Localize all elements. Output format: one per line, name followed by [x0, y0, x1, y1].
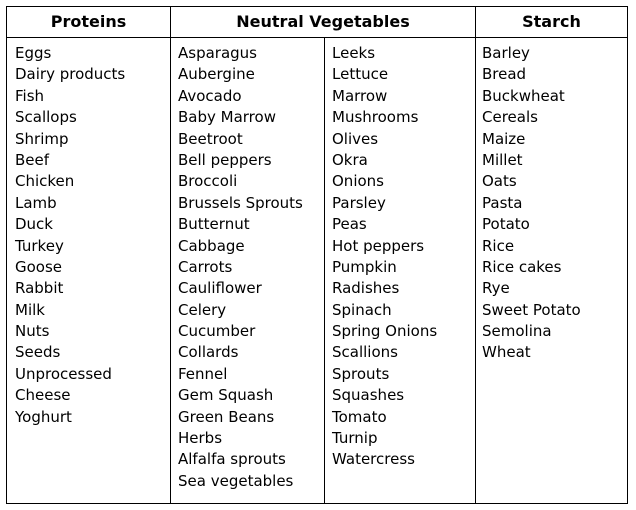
vegetable-item: Aubergine — [178, 65, 255, 84]
vegetable-item: Beetroot — [178, 129, 243, 148]
vegetable-item: Squashes — [332, 386, 405, 405]
starch-item: Millet — [482, 150, 523, 169]
header-row — [7, 7, 627, 38]
neutral-vegetables-list-1 — [178, 43, 303, 492]
vegetable-item: Tomato — [332, 407, 387, 426]
protein-item: Dairy products — [15, 65, 126, 84]
vegetable-item: Gem Squash — [178, 386, 274, 405]
protein-item: Turkey — [15, 236, 64, 255]
vegetable-item: Celery — [178, 300, 227, 319]
starch-item: Buckwheat — [482, 86, 565, 105]
protein-item: Rabbit — [15, 279, 64, 298]
header-proteins: Proteins — [50, 12, 127, 31]
vegetable-item: Broccoli — [178, 172, 238, 191]
protein-item: Eggs — [15, 44, 52, 62]
starch-item: Maize — [482, 129, 526, 148]
vegetable-item: Hot peppers — [332, 236, 425, 255]
vegetable-item: Watercress — [332, 450, 415, 469]
vegetable-item: Lettuce — [332, 65, 389, 84]
vegetable-item: Carrots — [178, 257, 233, 276]
vegetable-item: Asparagus — [178, 44, 257, 62]
vegetable-item: Butternut — [178, 215, 250, 234]
starch-item: Oats — [482, 172, 517, 191]
vegetable-item: Onions — [332, 172, 384, 191]
vegetable-item: Sprouts — [332, 364, 390, 383]
protein-item: Cheese — [15, 386, 71, 405]
vegetable-item: Mushrooms — [332, 108, 419, 127]
vegetable-item: Brussels Sprouts — [178, 193, 303, 212]
vegetable-item: Green Beans — [178, 407, 275, 426]
protein-item: Shrimp — [15, 129, 69, 148]
column-divider — [475, 7, 476, 503]
protein-item: Chicken — [15, 172, 75, 191]
protein-item: Scallops — [15, 108, 77, 127]
starch-item: Semolina — [482, 322, 552, 341]
vegetable-item: Alfalfa sprouts — [178, 450, 286, 469]
protein-item: Lamb — [15, 193, 57, 212]
protein-item: Fish — [15, 86, 45, 105]
starch-item: Rye — [482, 279, 510, 298]
starch-item: Rice — [482, 236, 515, 255]
protein-item: Unprocessed — [15, 364, 112, 383]
starch-item: Rice cakes — [482, 257, 562, 276]
protein-item: Duck — [15, 215, 53, 234]
vegetable-item: Cauliflower — [178, 279, 262, 298]
protein-item: Goose — [15, 257, 63, 276]
starch-item: Sweet Potato — [482, 300, 581, 319]
vegetable-item: Marrow — [332, 86, 388, 105]
protein-item: Beef — [15, 150, 50, 169]
starch-item: Wheat — [482, 343, 531, 362]
protein-item: Seeds — [15, 343, 61, 362]
vegetable-item: Scallions — [332, 343, 398, 362]
vegetable-item: Baby Marrow — [178, 108, 276, 127]
column-divider — [324, 37, 325, 503]
vegetable-item: Turnip — [332, 429, 378, 448]
vegetable-item: Olives — [332, 129, 379, 148]
neutral-vegetables-list-2 — [332, 43, 437, 471]
vegetable-item: Leeks — [332, 44, 376, 62]
starch-list — [482, 43, 581, 364]
vegetable-item: Parsley — [332, 193, 386, 212]
vegetable-item: Cabbage — [178, 236, 245, 255]
proteins-list — [15, 43, 125, 428]
starch-item: Cereals — [482, 108, 538, 127]
vegetable-item: Pumpkin — [332, 257, 397, 276]
vegetable-item: Herbs — [178, 429, 223, 448]
vegetable-item: Spring Onions — [332, 322, 438, 341]
vegetable-item: Sea vegetables — [178, 471, 294, 490]
vegetable-item: Peas — [332, 215, 367, 234]
vegetable-item: Radishes — [332, 279, 400, 298]
food-combining-table — [6, 6, 628, 504]
protein-item: Milk — [15, 300, 45, 319]
starch-item: Bread — [482, 65, 527, 84]
column-divider — [170, 7, 171, 503]
starch-item: Potato — [482, 215, 530, 234]
vegetable-item: Fennel — [178, 364, 228, 383]
vegetable-item: Avocado — [178, 86, 242, 105]
header-neutral-vegetables: Neutral Vegetables — [236, 12, 410, 31]
starch-item: Barley — [482, 44, 530, 62]
vegetable-item: Collards — [178, 343, 239, 362]
vegetable-item: Okra — [332, 150, 368, 169]
vegetable-item: Bell peppers — [178, 150, 272, 169]
protein-item: Yoghurt — [15, 407, 72, 426]
header-starch: Starch — [522, 12, 581, 31]
vegetable-item: Spinach — [332, 300, 392, 319]
vegetable-item: Cucumber — [178, 322, 256, 341]
starch-item: Pasta — [482, 193, 523, 212]
protein-item: Nuts — [15, 322, 50, 341]
